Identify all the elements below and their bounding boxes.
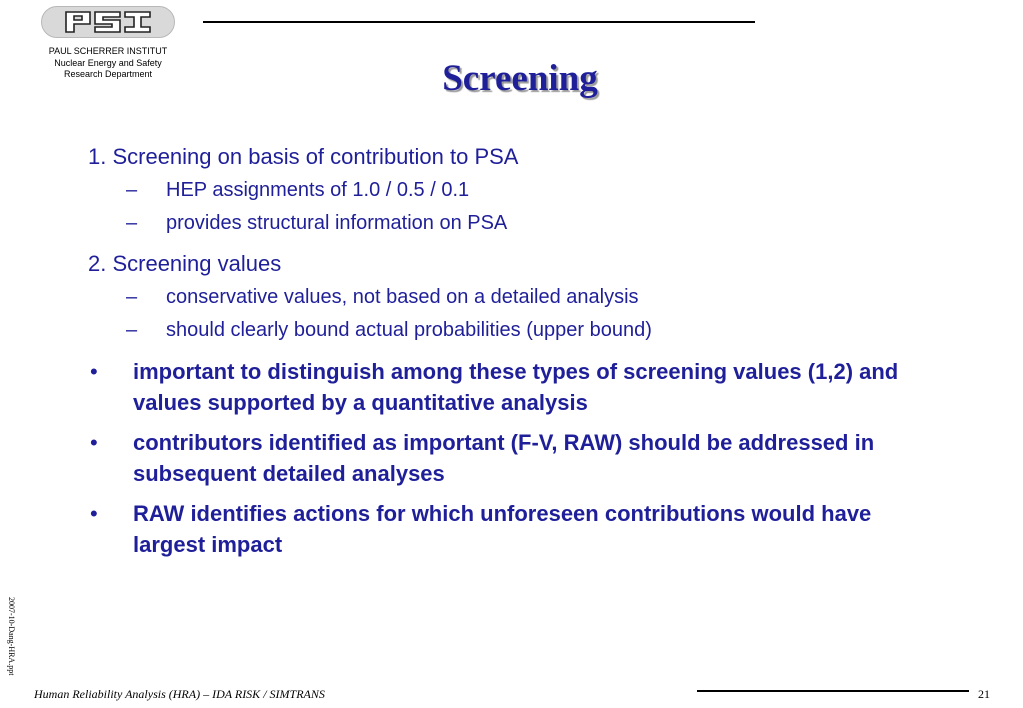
institute-line: Nuclear Energy and Safety xyxy=(54,57,162,68)
bullet-item xyxy=(88,498,948,560)
sub-item-text: should clearly bound actual probabilities (upper bound) xyxy=(166,319,652,341)
file-name-label: 2007-10-Dang-HRA.ppt xyxy=(7,597,16,676)
sub-item xyxy=(88,174,948,207)
bullet-item xyxy=(88,356,948,418)
dash-marker: – xyxy=(126,286,138,308)
slide-title: Screening xyxy=(442,58,598,99)
bullet-item xyxy=(88,427,948,489)
institute-line: Research Department xyxy=(63,69,153,79)
sub-item-text: provides structural information on PSA xyxy=(166,212,508,234)
dash-marker: – xyxy=(126,212,138,234)
bullet-text: contributors identified as important (F-V, RAW) should be addressed in subsequent detailed analyses xyxy=(133,430,875,486)
sub-item xyxy=(88,281,948,314)
section-heading: 1. Screening on basis of contribution to PSA xyxy=(88,144,519,169)
sub-item-text: HEP assignments of 1.0 / 0.5 / 0.1 xyxy=(166,179,470,201)
sub-item xyxy=(88,207,948,240)
sub-item-text: conservative values, not based on a detailed analysis xyxy=(166,286,639,308)
psi-logo xyxy=(41,6,175,38)
slide-content xyxy=(88,140,948,560)
psi-logo-mark xyxy=(64,10,152,34)
bullet-marker: • xyxy=(90,359,98,384)
dash-marker: – xyxy=(126,179,138,201)
bottom-divider xyxy=(697,690,969,692)
top-divider xyxy=(203,21,755,23)
footer-text: Human Reliability Analysis (HRA) – IDA RISK / SIMTRANS xyxy=(34,687,325,701)
institute-line: PAUL SCHERRER INSTITUT xyxy=(48,46,168,56)
bullet-text: RAW identifies actions for which unforeseen contributions would have largest impact xyxy=(133,501,872,557)
bullet-marker: • xyxy=(90,430,98,455)
page-number: 21 xyxy=(978,687,990,701)
dash-marker: – xyxy=(126,319,138,341)
section-heading: 2. Screening values xyxy=(88,251,282,276)
bullet-text: important to distinguish among these types of screening values (1,2) and values supported by a quantitative analysis xyxy=(133,359,899,415)
sub-item xyxy=(88,314,948,347)
bullet-marker: • xyxy=(90,501,98,526)
